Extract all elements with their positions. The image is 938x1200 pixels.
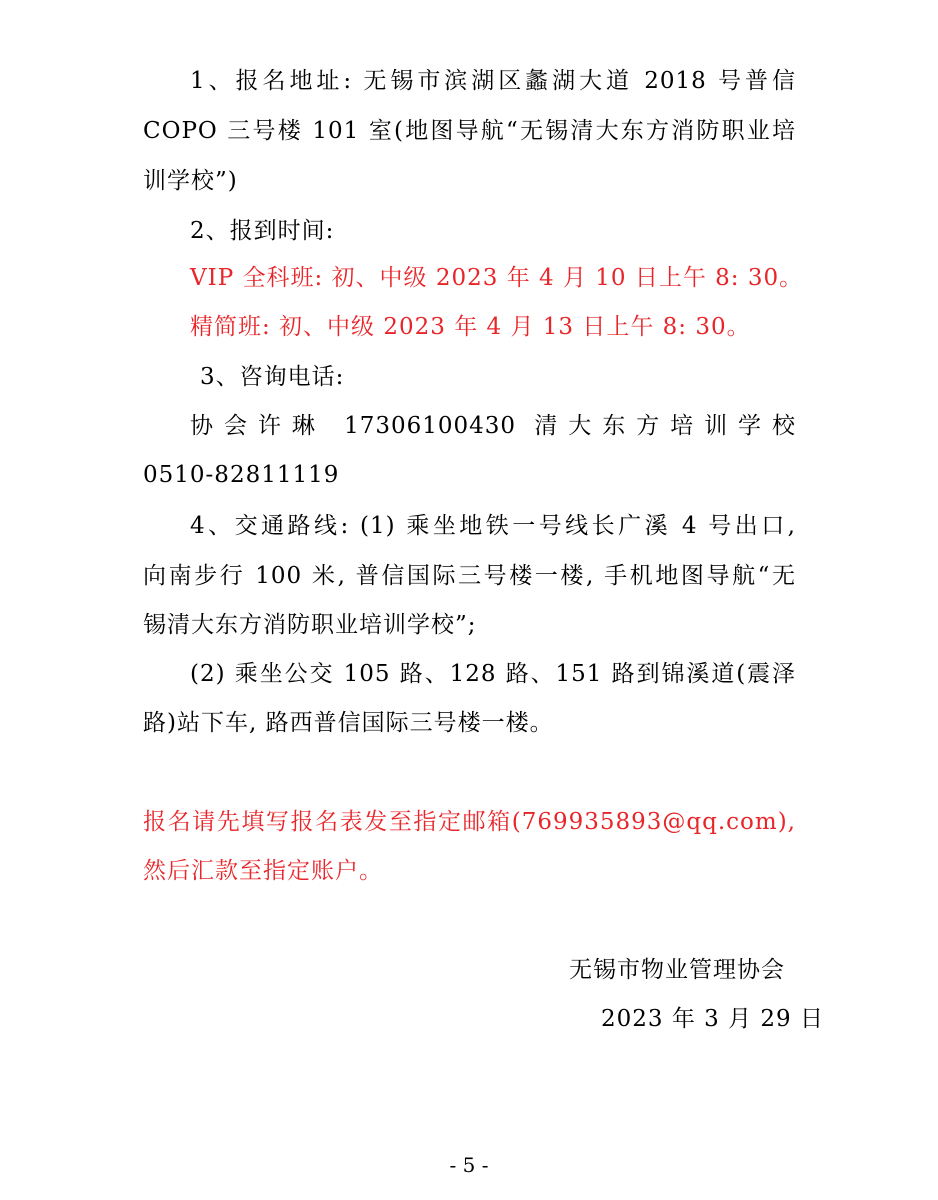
jingjian-class-time: 精简班: 初、中级 2023 年 4 月 13 日上午 8: 30。	[190, 314, 751, 340]
item3-heading: 3、咨询电话:	[200, 364, 345, 390]
notice-line1: 报名请先填写报名表发至指定邮箱(769935893@qq.com),	[143, 809, 796, 835]
signature-date: 2023 年 3 月 29 日	[601, 1006, 824, 1032]
contact-line: 协会许琳 17306100430 清大东方培训学校	[190, 413, 796, 439]
item4-line4: (2) 乘坐公交 105 路、128 路、151 路到锦溪道(震泽	[190, 661, 796, 687]
notice-line2: 然后汇款至指定账户。	[143, 858, 383, 884]
signature-org: 无锡市物业管理协会	[569, 957, 785, 983]
page-number: - 5 -	[449, 1153, 489, 1177]
item4-line1: 4、交通路线: (1) 乘坐地铁一号线长广溪 4 号出口,	[190, 513, 796, 539]
item4-line5: 路)站下车, 路西普信国际三号楼一楼。	[143, 710, 554, 736]
item2-heading: 2、报到时间:	[190, 218, 335, 244]
vip-class-time: VIP 全科班: 初、中级 2023 年 4 月 10 日上午 8: 30。	[190, 265, 804, 291]
contact-phone-school: 0510-82811119	[143, 462, 340, 488]
item4-line3: 锡清大东方消防职业培训学校”;	[143, 612, 477, 638]
item1-line2: COPO 三号楼 101 室(地图导航“无锡清大东方消防职业培	[143, 118, 796, 144]
item1-line1: 1、报名地址: 无锡市滨湖区蠡湖大道 2018 号普信	[190, 68, 796, 94]
item4-line2: 向南步行 100 米, 普信国际三号楼一楼, 手机地图导航“无	[143, 563, 796, 589]
item1-line3: 训学校”)	[143, 168, 238, 194]
